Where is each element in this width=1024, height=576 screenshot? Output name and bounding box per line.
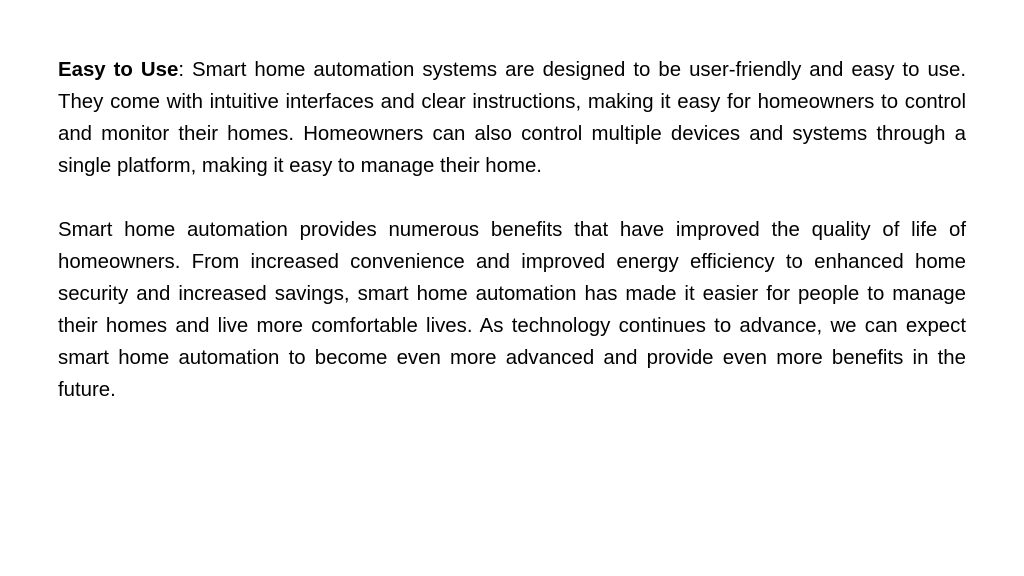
easy-to-use-heading: Easy to Use — [58, 59, 179, 81]
easy-to-use-body: : Smart home automation systems are designed to be user-friendly and easy to use. They come with intuitive interfaces and clear instructions, making it easy for homeowners to control and monitor their homes. Homeowners can also control multiple devices and systems through a single platform, making it easy to manage their home. — [58, 59, 966, 177]
slide-content — [58, 54, 966, 406]
easy-to-use-paragraph — [58, 54, 966, 182]
conclusion-paragraph: Smart home automation provides numerous benefits that have improved the quality of life of homeowners. From increased convenience and improved energy efficiency to enhanced home security and increased savings, smart home automation has made it easier for people to manage their homes and live more comfortable lives. As technology continues to advance, we can expect smart home automation to become even more advanced and provide even more benefits in the future. — [58, 219, 966, 401]
